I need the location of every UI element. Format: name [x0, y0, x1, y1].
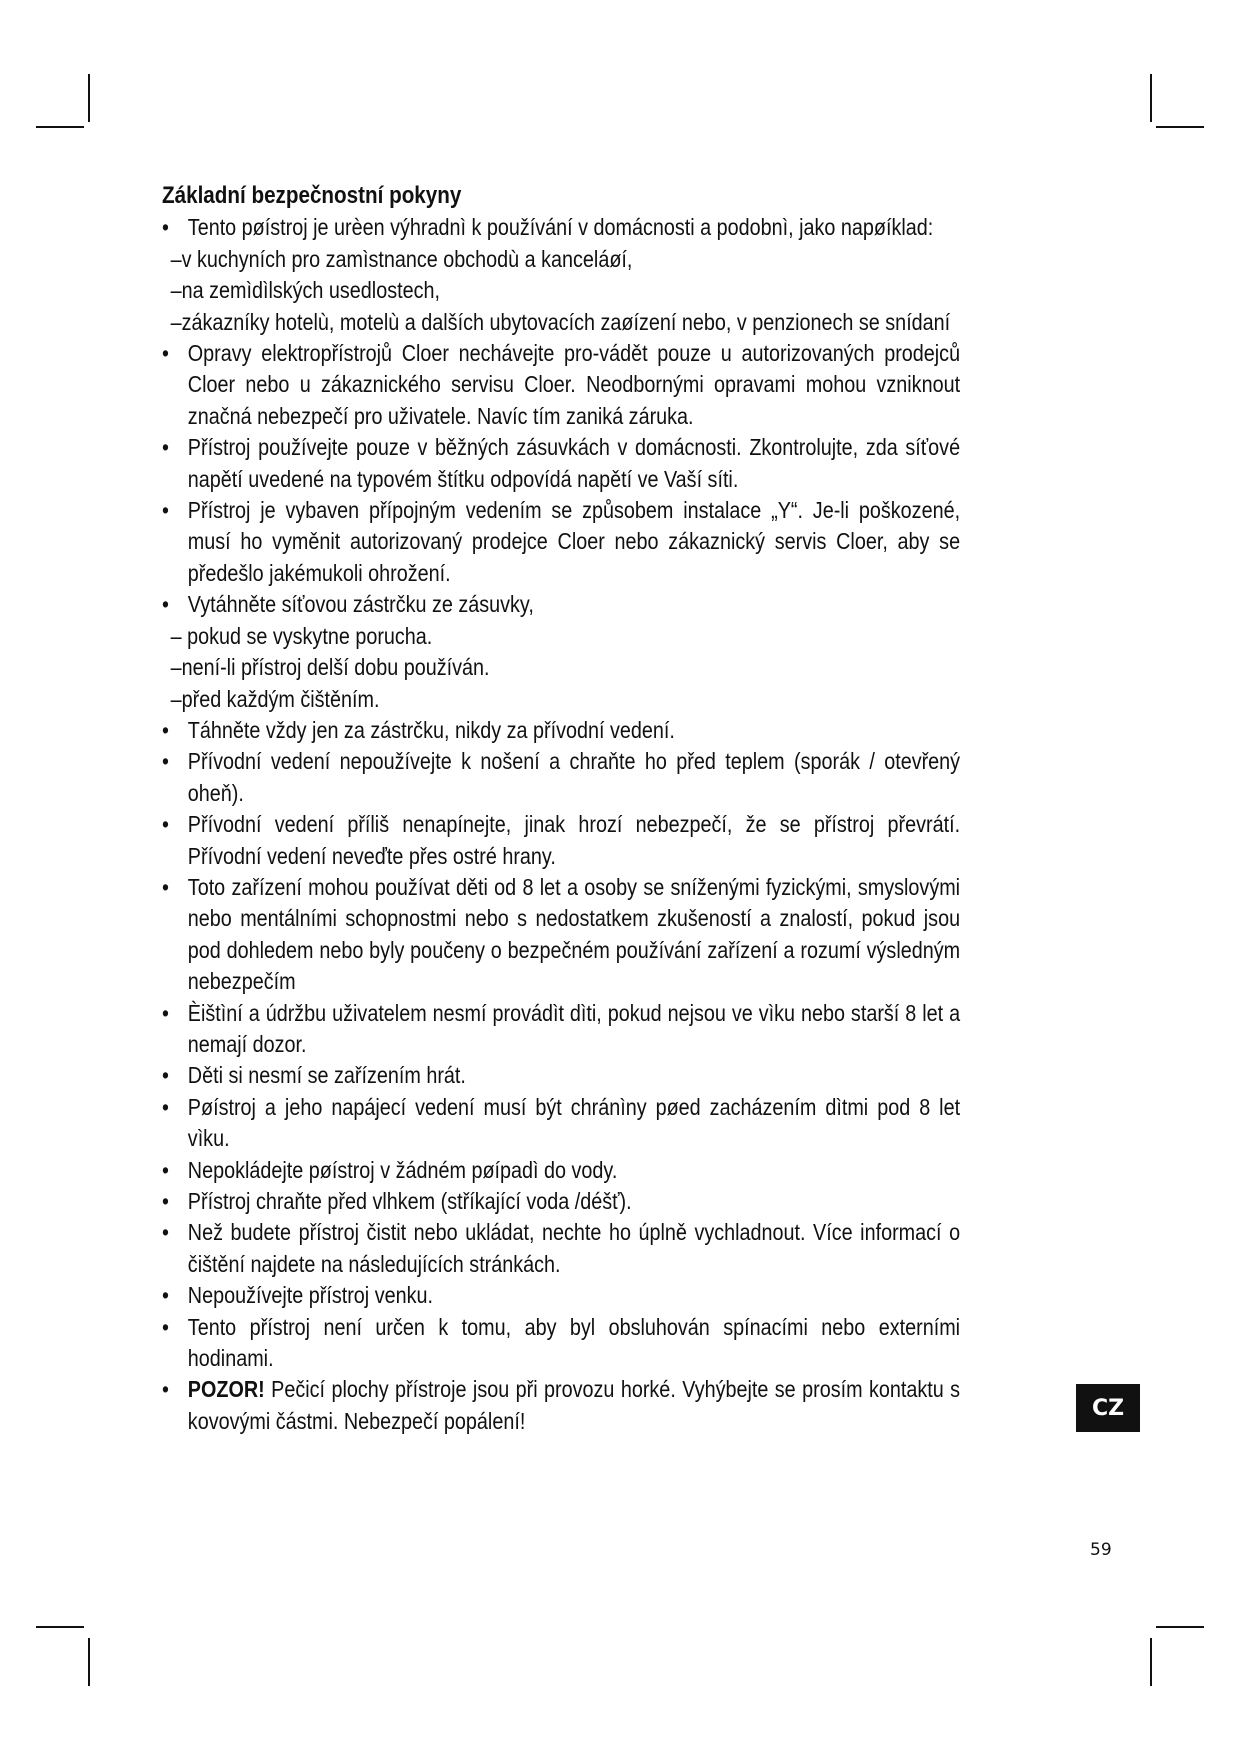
- list-item-text: Než budete přístroj čistit nebo ukládat, nechte ho úplně vychladnout. Více informací o čištění najdete na následujících stránkách.: [187, 1219, 961, 1277]
- bullet-icon: •: [162, 1282, 169, 1309]
- bullet-icon: •: [162, 591, 169, 618]
- crop-mark-top-left-vertical: [88, 74, 90, 122]
- bullet-icon: •: [162, 340, 169, 367]
- sub-item: –před každým čištěním.: [170, 685, 380, 712]
- sub-item: – pokud se vyskytne porucha.: [170, 622, 433, 649]
- list-item: [162, 495, 960, 589]
- list-item-text: Tento pøístroj je urèen výhradnì k používání v domácnosti a podobnì, jako napøíklad:: [187, 214, 934, 241]
- list-item: [162, 1374, 960, 1437]
- list-item: [162, 746, 960, 809]
- sub-item: –v kuchyních pro zamìstnance obchodù a kanceláøí,: [170, 245, 633, 272]
- crop-mark-bottom-right-horizontal: [1156, 1626, 1204, 1628]
- bullet-icon: •: [162, 1376, 169, 1403]
- bullet-icon: •: [162, 1093, 169, 1120]
- bullet-icon: •: [162, 1156, 169, 1183]
- list-item: [162, 1092, 960, 1155]
- list-item-text: Vytáhněte síťovou zástrčku ze zásuvky,: [187, 591, 534, 618]
- safety-instructions: [162, 180, 960, 1437]
- warning-text: Pečicí plochy přístroje jsou při provozu horké. Vyhýbejte se prosím kontaktu s kovovými částmi. Nebezpečí popálení!: [187, 1376, 961, 1434]
- bullet-icon: •: [162, 716, 169, 743]
- list-item: [162, 1312, 960, 1375]
- list-item: [162, 1280, 960, 1311]
- bullet-icon: •: [162, 1188, 169, 1214]
- bullet-icon: •: [162, 1062, 169, 1089]
- bullet-icon: •: [162, 434, 169, 461]
- section-heading: Základní bezpečnostní pokyny: [162, 182, 462, 209]
- bullet-icon: •: [162, 497, 169, 524]
- list-item-text: Přístroj je vybaven přípojným vedením se způsobem instalace „Y“. Je-li poškozené, musí ho vyměnit autorizovaný prodejce Cloer nebo zákaznický servis Cloer, aby se předešlo jakémukoli ohrožení.: [187, 497, 961, 586]
- bullet-icon: •: [162, 999, 169, 1026]
- instructions-list: [162, 212, 960, 1437]
- list-item: [162, 1186, 960, 1217]
- list-item: [162, 432, 960, 495]
- bullet-icon: •: [162, 1313, 169, 1340]
- warning-label: POZOR!: [187, 1376, 265, 1403]
- sub-item: –na zemìdìlských usedlostech,: [170, 277, 440, 304]
- crop-mark-bottom-right-vertical: [1150, 1638, 1152, 1686]
- bullet-icon: •: [162, 1219, 169, 1246]
- list-item-text: Přístroj používejte pouze v běžných zásuvkách v domácnosti. Zkontrolujte, zda síťové napětí uvedené na typovém štítku odpovídá napětí ve Vaší síti.: [187, 434, 961, 492]
- list-item-text: Toto zařízení mohou používat děti od 8 let a osoby se sníženými fyzickými, smyslovými nebo mentálními schopnostmi nebo s nedostatkem zkušeností a znalostí, pokud jsou pod dohledem nebo byly poučeny o bezpečném používání zařízení a rozumí výsledným nebezpečím: [187, 873, 961, 995]
- crop-mark-top-right-horizontal: [1156, 126, 1204, 128]
- list-item-text: Nepoužívejte přístroj venku.: [187, 1282, 433, 1309]
- page-number: 59: [1090, 1540, 1112, 1560]
- list-item: [162, 998, 960, 1061]
- bullet-icon: •: [162, 748, 169, 775]
- crop-mark-top-right-vertical: [1150, 74, 1152, 122]
- list-item: [162, 338, 960, 432]
- list-item: [162, 715, 960, 746]
- bullet-icon: •: [162, 873, 169, 900]
- bullet-icon: •: [162, 811, 169, 838]
- crop-mark-bottom-left-vertical: [88, 1638, 90, 1686]
- language-badge: CZ: [1076, 1384, 1140, 1432]
- list-item: [162, 1155, 960, 1186]
- list-item-text: Táhněte vždy jen za zástrčku, nikdy za přívodní vedení.: [187, 716, 675, 743]
- list-item-text: Přívodní vedení nepoužívejte k nošení a chraňte ho před teplem (sporák / otevřený oheň).: [187, 748, 961, 806]
- list-item-text: [188, 1374, 960, 1437]
- list-item: [162, 809, 960, 872]
- list-item-text: Nepokládejte pøístroj v žádném pøípadì do vody.: [187, 1156, 618, 1183]
- sub-item: –zákazníky hotelù, motelù a dalších ubytovacích zaøízení nebo, v penzionech se snídaní: [170, 308, 951, 335]
- list-item: [162, 589, 960, 620]
- crop-mark-bottom-left-horizontal: [36, 1626, 84, 1628]
- list-item: [162, 1217, 960, 1280]
- list-item-text: Èištìní a údržbu uživatelem nesmí provádìt dìti, pokud nejsou ve vìku nebo starší 8 let a nemají dozor.: [187, 999, 961, 1057]
- list-item: [162, 212, 960, 243]
- list-item-text: Přístroj chraňte před vlhkem (stříkající voda /déšť).: [187, 1188, 632, 1214]
- list-item: [162, 1060, 960, 1091]
- list-item: [162, 872, 960, 998]
- list-item-text: Opravy elektropřístrojů Cloer nechávejte pro-vádět pouze u autorizovaných prodejců Cloer nebo u zákaznického servisu Cloer. Neodbornými opravami mohou vzniknout značná nebezpečí pro uživatele. Navíc tím zaniká záruka.: [187, 340, 961, 429]
- list-item-text: Pøístroj a jeho napájecí vedení musí být chránìny pøed zacházením dìtmi pod 8 let vìku.: [187, 1093, 961, 1152]
- bullet-icon: •: [162, 214, 169, 241]
- crop-mark-top-left-horizontal: [36, 126, 84, 128]
- list-item-text: Přívodní vedení příliš nenapínejte, jinak hrozí nebezpečí, že se přístroj převrátí. Přívodní vedení neveďte přes ostré hrany.: [187, 811, 961, 869]
- list-item-text: Děti si nesmí se zařízením hrát.: [187, 1062, 466, 1089]
- sub-item: –není-li přístroj delší dobu používán.: [170, 654, 490, 681]
- list-item-text: Tento přístroj není určen k tomu, aby byl obsluhován spínacími nebo externími hodinami.: [187, 1313, 961, 1372]
